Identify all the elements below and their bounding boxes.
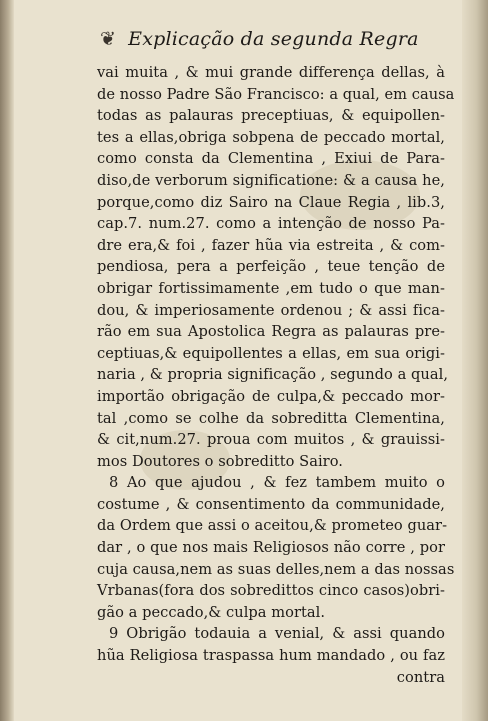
paragraph-start-line: 9 Obrigão todauia a venial, & assi quando — [109, 625, 445, 643]
text-line: da Ordem que assi o aceitou,& prometeo guar- — [97, 517, 448, 535]
text-line: dar , o que nos mais Religiosos não corre , por — [97, 539, 445, 557]
text-line: gão a peccado,& culpa mortal. — [97, 603, 326, 621]
text-line: ceptiuas,& equipollentes a ellas, em sua origi- — [97, 344, 445, 362]
text-line: como consta da Clementina , Exiui de Para- — [97, 150, 445, 168]
text-line: hũa Religiosa traspassa hum mandado , ou faz — [97, 647, 445, 665]
text-line: obrigar fortissimamente ,em tudo o que man- — [97, 279, 445, 297]
text-line: tal ,como se colhe da sobreditta Clementina, — [97, 409, 445, 427]
text-line: tes a ellas,obriga sobpena de peccado mortal, — [97, 128, 445, 146]
text-line: dre era,& foi , fazer hũa via estreita , & com- — [97, 236, 445, 254]
catchword: contra — [396, 668, 445, 686]
running-header — [100, 28, 419, 50]
text-line: mos Doutores o sobreditto Sairo. — [97, 452, 343, 470]
text-line: pendiosa, pera a perfeição , teue tenção de — [97, 258, 445, 276]
text-line: vai muita , & mui grande differença dellas, à — [97, 64, 445, 81]
page-edge-shadow — [462, 0, 488, 721]
text-line: & cit,num.27. proua com muitos , & grauissi- — [97, 431, 445, 449]
text-line: naria , & propria significação , segundo a qual, — [97, 366, 449, 384]
page-gutter-shadow — [0, 0, 14, 721]
text-line: todas as palauras preceptiuas, & equipollen- — [97, 107, 445, 125]
text-line: importão obrigação de culpa,& peccado mor- — [97, 387, 445, 405]
text-line: costume , & consentimento da communidade, — [97, 495, 445, 513]
text-line: cap.7. num.27. como a intenção de nosso Pa- — [97, 215, 445, 233]
text-line: porque,como diz Sairo na Claue Regia , lib.3, — [97, 193, 445, 211]
text-line: cuja causa,nem as suas delles,nem a das nossas — [97, 560, 455, 578]
paragraph-start-line: 8 Ao que ajudou , & fez tambem muito o — [109, 474, 445, 492]
text-line: Vrbanas(fora dos sobredittos cinco casos)obri- — [97, 582, 445, 600]
text-line: de nosso Padre São Francisco: a qual, em causa — [97, 85, 455, 103]
text-line: dou, & imperiosamente ordenou ; & assi fica- — [97, 301, 445, 319]
header-ornament: ❦ — [100, 28, 117, 50]
body-text — [97, 62, 455, 688]
text-line: diso,de verborum significatione: & a causa he, — [97, 171, 445, 189]
text-line: rão em sua Apostolica Regra as palauras pre- — [97, 323, 445, 341]
page-title: Explicação da segunda Regra — [128, 28, 419, 50]
